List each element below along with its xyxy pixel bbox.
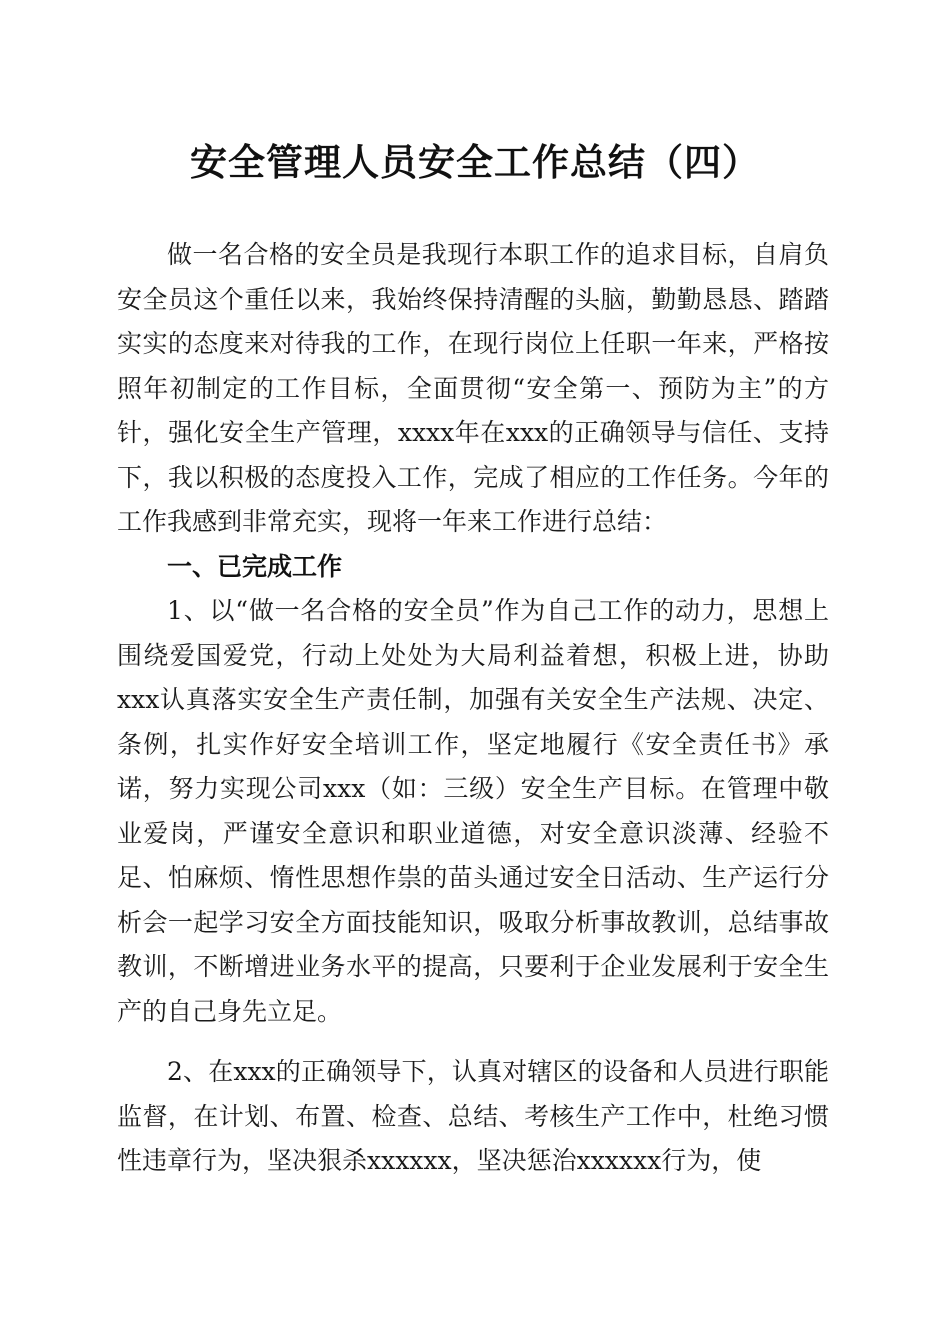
document-title: 安全管理人员安全工作总结（四） bbox=[190, 140, 760, 184]
item-2-paragraph: 2、在xxx的正确领导下，认真对辖区的设备和人员进行职能监督，在计划、布置、检查、总结、考核生产工作中，杜绝习惯性违章行为，坚决狠杀xxxxxx，坚决惩治xxxxxx行为，使 bbox=[117, 1057, 829, 1175]
item-1-paragraph: 1、以“做一名合格的安全员”作为自己工作的动力，思想上围绕爱国爱党，行动上处处为大局利益着想，积极上进，协助xxx认真落实安全生产责任制，加强有关安全生产法规、决定、条例，扎实作好安全培训工作，坚定地履行《安全责任书》承诺，努力实现公司xxx（如：三级）安全生产目标。在管理中敬业爱岗，严谨安全意识和职业道德，对安全意识淡薄、经验不足、怕麻烦、惰性思想作祟的苗头通过安全日活动、生产运行分析会一起学习安全方面技能知识，吸取分析事故教训，总结事故教训，不断增进业务水平的提高，只要利于企业发展利于安全生产的自己身先立足。 bbox=[117, 596, 829, 1026]
document-body bbox=[117, 233, 829, 1184]
section-heading-completed-work: 一、已完成工作 bbox=[167, 551, 343, 581]
intro-paragraph: 做一名合格的安全员是我现行本职工作的追求目标，自肩负安全员这个重任以来，我始终保持清醒的头脑，勤勤恳恳、踏踏实实的态度来对待我的工作，在现行岗位上任职一年来，严格按照年初制定的工作目标，全面贯彻“安全第一、预防为主”的方针，强化安全生产管理，xxxx年在xxx的正确领导与信任、支持下，我以积极的态度投入工作，完成了相应的工作任务。今年的工作我感到非常充实，现将一年来工作进行总结： bbox=[117, 240, 829, 536]
